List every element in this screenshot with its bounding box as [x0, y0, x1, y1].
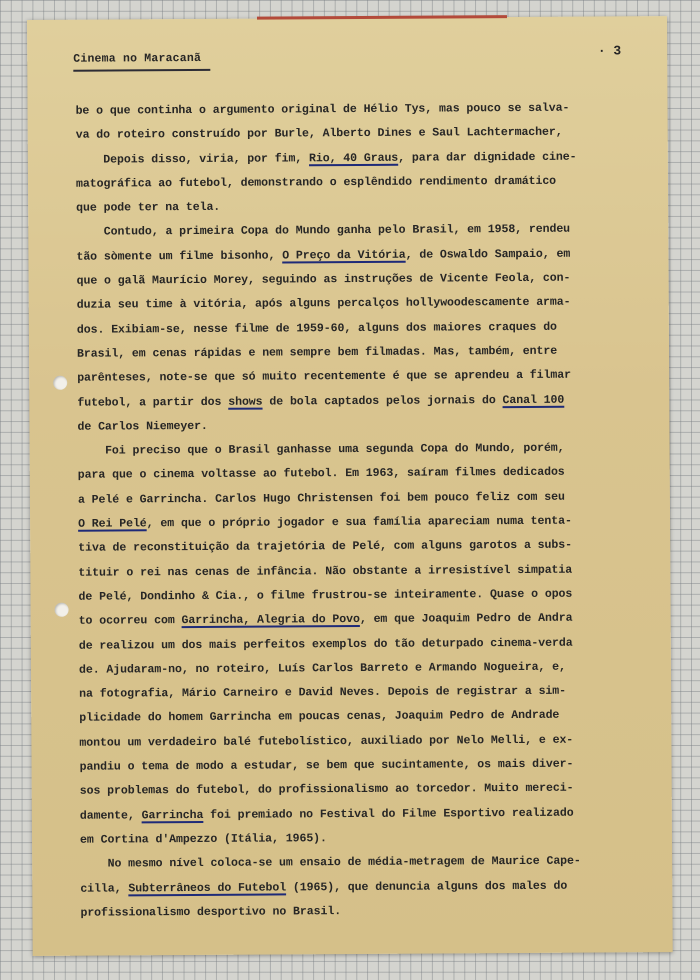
text-segment: de bola captados pelos jornais do: [262, 393, 503, 409]
text-line: [79, 752, 639, 780]
text-segment: tão sòmente um filme bisonho,: [76, 249, 283, 264]
text-segment: parênteses, note-se que só muito recentemente é que se aprendeu a filmar: [77, 368, 571, 385]
text-line: [79, 679, 639, 707]
text-segment: foi premiado no Festival do Filme Esportivo realizado: [203, 806, 574, 822]
punch-hole-top: [53, 376, 67, 390]
text-segment: matográfica ao futebol, demonstrando o esplêndido rendimento dramático: [75, 174, 557, 191]
text-segment: profissionalismo desportivo no Brasil.: [80, 904, 342, 920]
text-segment: plicidade do homem Garrincha em poucas cenas, Joaquim Pedro de Andrade: [79, 709, 560, 726]
underlined-title: Rio, 40 Graus: [308, 151, 399, 165]
text-segment: em Cortina d'Ampezzo (Itália, 1965).: [79, 832, 327, 847]
text-line: [78, 558, 638, 586]
text-segment: a Pelé e Garrincha. Carlos Hugo Christensen foi bem pouco feliz com seu: [77, 490, 565, 507]
text-segment: Brasil, em cenas rápidas e nem sempre bem filmadas. Mas, também, entre: [77, 344, 558, 361]
text-segment: montou um verdadeiro balé futebolístico, auxiliado por Nelo Melli, e ex-: [79, 733, 574, 750]
text-line: [79, 631, 639, 659]
text-segment: tituir o rei nas cenas de infância. Não obstante a irresistível simpatia: [78, 563, 573, 580]
text-line: [78, 436, 638, 464]
text-segment: , para dar dignidade cine-: [398, 150, 577, 165]
text-segment: Foi preciso que o Brasil ganhasse uma segunda Copa do Mundo, porém,: [77, 441, 565, 458]
underlined-title: Subterrâneos do Futebol: [128, 880, 287, 895]
text-line: [77, 364, 637, 392]
punch-hole-bottom: [55, 603, 69, 617]
text-segment: de. Ajudaram-no, no roteiro, Luís Carlos Barreto e Armando Nogueira, e,: [78, 660, 566, 677]
text-line: [78, 485, 638, 513]
header-underline: [73, 69, 210, 72]
text-line: [76, 145, 636, 173]
text-segment: dos. Exibiam-se, nesse filme de 1959-60, alguns dos maiores craques do: [76, 320, 557, 337]
text-line: [79, 607, 639, 635]
text-line: [80, 898, 640, 926]
text-line: [78, 534, 638, 562]
text-line: [79, 655, 639, 683]
underlined-title: Garrincha, Alegria do Povo: [181, 613, 360, 628]
page-number: · 3: [597, 43, 622, 59]
text-segment: de realizou um dos mais perfeitos exemplos do tão deturpado cinema-verda: [78, 636, 573, 653]
text-segment: sos problemas do futebol, do profissionalismo ao torcedor. Muito mereci-: [79, 781, 574, 799]
text-segment: No mesmo nível coloca-se um ensaio de média-metragem de Maurice Cape-: [80, 854, 581, 871]
text-line: [76, 242, 636, 270]
text-segment: que o galã Maurício Morey, seguindo as instruções de Vicente Feola, con-: [76, 271, 571, 288]
text-line: [76, 121, 636, 149]
text-segment: Contudo, a primeira Copa do Mundo ganha pelo Brasil, em 1958, rendeu: [76, 223, 571, 240]
text-segment: (1965), que denuncia alguns dos males do: [286, 879, 568, 894]
text-line: [80, 777, 640, 805]
body-text: [75, 96, 640, 925]
text-segment: que pode ter na tela.: [76, 201, 221, 215]
text-segment: futebol, a partir dos: [77, 395, 229, 410]
typewritten-page: [27, 16, 673, 956]
text-segment: , em que o próprio jogador e sua família apareciam numa tenta-: [146, 514, 572, 531]
text-segment: va do roteiro construído por Burle, Alberto Dines e Saul Lachtermacher,: [75, 126, 563, 143]
text-line: [77, 315, 637, 343]
text-line: [77, 266, 637, 294]
text-line: [78, 461, 638, 489]
underlined-title: Canal 100: [502, 393, 565, 407]
text-line: [80, 825, 640, 853]
text-segment: to ocorreu com: [78, 614, 182, 628]
text-segment: tiva de reconstituição da trajetória de Pelé, com alguns garotos a subs-: [78, 539, 572, 556]
text-line: [75, 96, 635, 124]
text-line: [79, 728, 639, 756]
text-segment: de Carlos Niemeyer.: [77, 419, 208, 434]
text-segment: Depois disso, viria, por fim,: [75, 151, 310, 167]
text-line: [78, 582, 638, 610]
text-line: [77, 388, 637, 416]
text-line: [77, 412, 637, 440]
page-header-title: Cinema no Maracanã: [73, 51, 202, 66]
underlined-title: shows: [228, 395, 263, 409]
red-edge-mark: [257, 15, 507, 20]
text-line: [78, 509, 638, 537]
text-line: [77, 291, 637, 319]
text-segment: para que o cinema voltasse ao futebol. Em 1963, saíram filmes dedicados: [77, 466, 565, 483]
text-line: [80, 801, 640, 829]
text-line: [76, 218, 636, 246]
text-segment: duzia seu time à vitória, após alguns percalços hollywoodescamente arma-: [76, 296, 571, 313]
text-segment: be o que continha o argumento original de Hélio Tys, mas pouco se salva-: [75, 101, 570, 118]
underlined-title: O Preço da Vitória: [282, 248, 406, 263]
underlined-title: O Rei Pelé: [78, 517, 147, 531]
text-segment: , de Oswaldo Sampaio, em: [405, 247, 571, 262]
text-segment: de Pelé, Dondinho & Cia., o filme frustrou-se inteiramente. Quase o opos: [78, 587, 573, 604]
text-segment: damente,: [79, 808, 142, 823]
text-line: [80, 874, 640, 902]
text-segment: na fotografia, Mário Carneiro e David Neves. Depois de registrar a sim-: [79, 684, 567, 701]
text-line: [77, 339, 637, 367]
text-line: [76, 169, 636, 197]
text-line: [76, 193, 636, 221]
text-segment: pandiu o tema de modo a estudar, se bem que sucintamente, os mais diver-: [79, 757, 574, 774]
text-line: [80, 849, 640, 877]
underlined-title: Garrincha: [141, 808, 204, 822]
text-segment: , em que Joaquim Pedro de Andra: [359, 611, 573, 627]
text-line: [79, 704, 639, 732]
text-segment: cilla,: [80, 881, 129, 896]
